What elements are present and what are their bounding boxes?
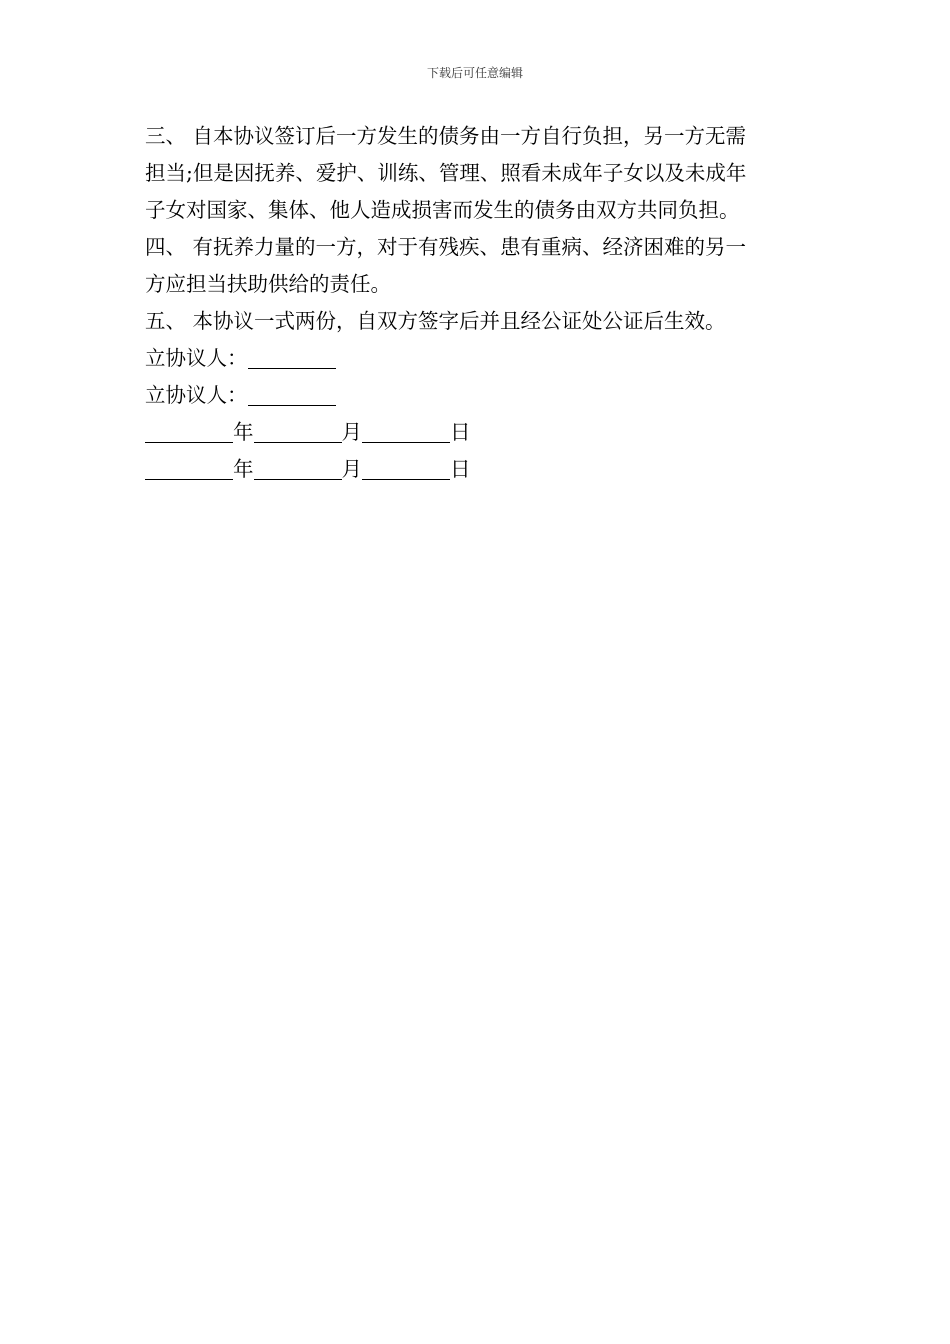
year-blank[interactable] — [145, 455, 233, 480]
paragraph-line: 五、 本协议一式两份，自双方签字后并且经公证处公证后生效。 — [145, 309, 726, 333]
paragraph-line: 担当;但是因抚养、爱护、训练、管理、照看未成年子女以及未成年 — [145, 161, 747, 185]
paragraph-line: 三、 自本协议签订后一方发生的债务由一方自行负担，另一方无需 — [145, 124, 747, 148]
month-blank[interactable] — [254, 418, 342, 443]
month-label: 月 — [341, 420, 362, 444]
day-blank[interactable] — [362, 418, 450, 443]
signature-line-1 — [145, 340, 810, 377]
signature-blank[interactable] — [248, 381, 336, 406]
signature-label: 立协议人： — [145, 383, 248, 407]
year-label: 年 — [233, 457, 254, 481]
signature-line-2 — [145, 377, 810, 414]
document-body — [145, 118, 810, 488]
year-blank[interactable] — [145, 418, 233, 443]
month-label: 月 — [341, 457, 362, 481]
day-blank[interactable] — [362, 455, 450, 480]
date-line-1 — [145, 414, 810, 451]
signature-blank[interactable] — [248, 344, 336, 369]
day-label: 日 — [450, 457, 471, 481]
year-label: 年 — [233, 420, 254, 444]
date-line-2 — [145, 451, 810, 488]
paragraph-line: 四、 有抚养力量的一方，对于有残疾、患有重病、经济困难的另一 — [145, 235, 747, 259]
signature-label: 立协议人： — [145, 346, 248, 370]
page-header: 下载后可任意编辑 — [426, 66, 523, 80]
month-blank[interactable] — [254, 455, 342, 480]
paragraph-line: 方应担当扶助供给的责任。 — [145, 272, 391, 296]
day-label: 日 — [450, 420, 471, 444]
paragraph-line: 子女对国家、集体、他人造成损害而发生的债务由双方共同负担。 — [145, 198, 740, 222]
